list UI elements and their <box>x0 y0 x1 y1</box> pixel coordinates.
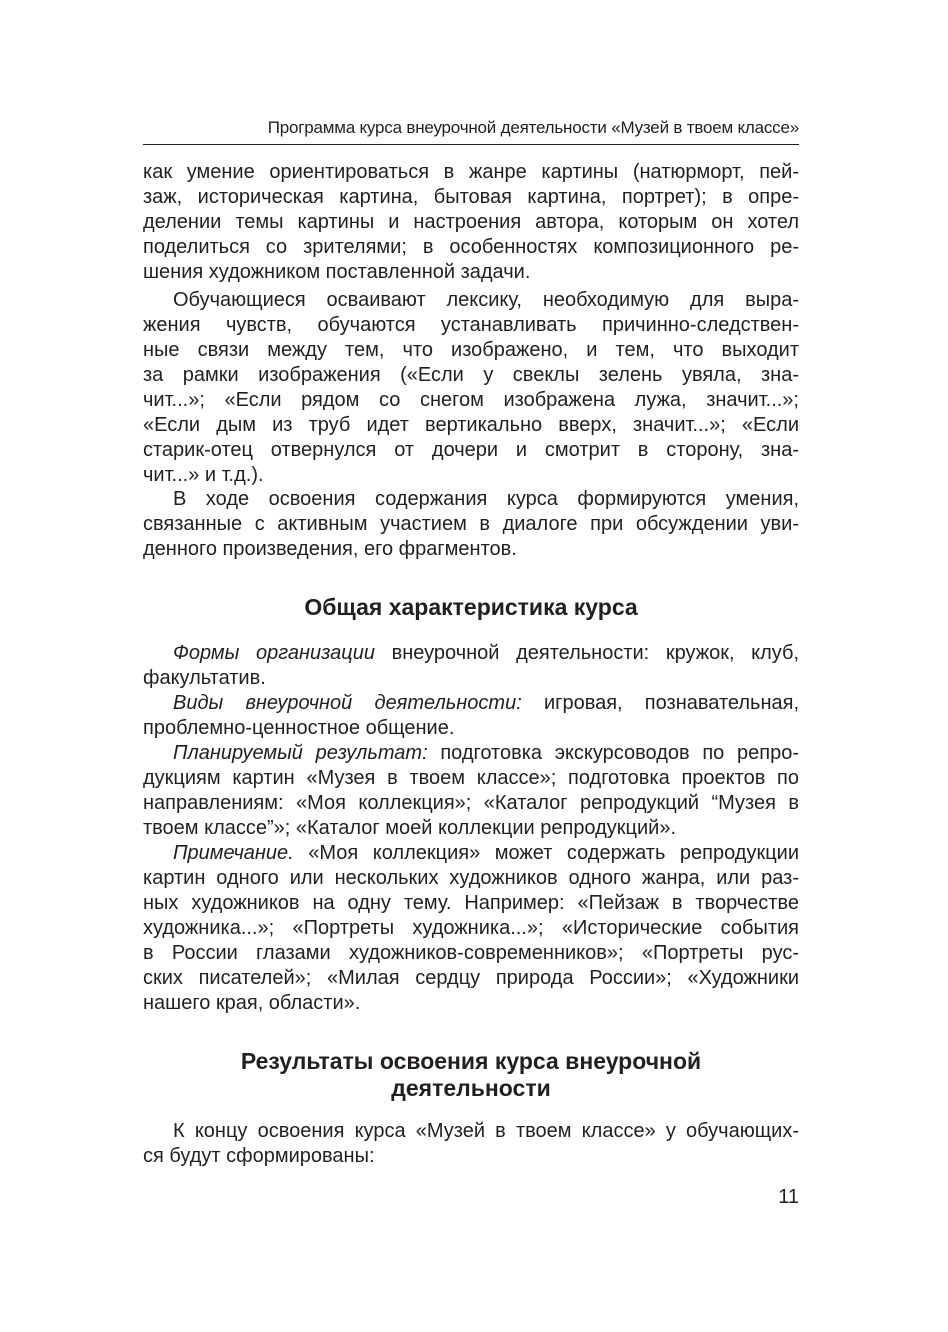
text-line: делении темы картины и настроения автора, которым он хотел <box>143 211 799 233</box>
section-heading-general: Общая характеристика курса <box>304 594 638 620</box>
text-line <box>143 741 799 766</box>
text-line: нашего края, области». <box>143 992 361 1014</box>
text-line: чит...» и т.д.). <box>143 464 264 486</box>
paragraph-forms <box>143 641 799 691</box>
section-heading-results <box>143 1048 799 1102</box>
paragraph-intro-1 <box>143 160 799 285</box>
text-line: чит...»; «Если рядом со снегом изображена лужа, значит...»; <box>143 389 799 411</box>
paragraph-results <box>143 1119 799 1169</box>
term-text: внеурочной деятельности: кружок, клуб, <box>374 642 799 664</box>
page-number: 11 <box>778 1186 799 1208</box>
paragraph-note <box>143 841 799 1016</box>
text-line: ских писателей»; «Милая сердцу природа России»; «Художники <box>143 967 799 989</box>
text-line: ные связи между тем, что изображено, и тем, что выходит <box>143 339 799 361</box>
text-line <box>143 841 799 866</box>
text-line: ных художников на одну тему. Например: «Пейзаж в творчестве <box>143 892 799 914</box>
text-line: заж, историческая картина, бытовая картина, портрет); в опре- <box>143 186 799 208</box>
term-text: подготовка экскурсоводов по репро- <box>427 742 799 764</box>
paragraph-result <box>143 741 799 841</box>
running-header: Программа курса внеурочной деятельности «Музей в твоем классе» <box>267 118 799 137</box>
text-line: жения чувств, обучаются устанавливать причинно-следствен- <box>143 314 799 336</box>
paragraph-kinds <box>143 691 799 741</box>
text-line: картин одного или нескольких художников одного жанра, или раз- <box>143 867 799 889</box>
text-line: твоем классе”»; «Каталог моей коллекции репродукций». <box>143 817 677 839</box>
paragraph-intro-3 <box>143 487 799 562</box>
text-line: как умение ориентироваться в жанре картины (натюрморт, пей- <box>143 161 799 183</box>
text-line: старик-отец отвернулся от дочери и смотрит в сторону, зна- <box>143 439 799 461</box>
text-line <box>143 691 799 716</box>
text-line: художника...»; «Портреты художника...»; «Исторические события <box>143 917 799 939</box>
term-label: Формы организации <box>173 642 375 664</box>
text-line: «Если дым из труб идет вертикально вверх, значит...»; «Если <box>143 414 799 436</box>
text-line: поделиться со зрителями; в особенностях композиционного ре- <box>143 236 799 258</box>
text-line <box>143 641 799 666</box>
text-line: В ходе освоения содержания курса формируются умения, <box>173 488 799 510</box>
text-line: факультатив. <box>143 667 266 689</box>
term-text: игровая, познавательная, <box>521 692 799 714</box>
text-line: связанные с активным участием в диалоге при обсуждении уви- <box>143 513 799 535</box>
term-label: Виды внеурочной деятельности: <box>173 692 522 714</box>
text-line: направлениям: «Моя коллекция»; «Каталог репродукций “Музея в <box>143 792 799 814</box>
text-line: за рамки изображения («Если у свеклы зелень увяла, зна- <box>143 364 799 386</box>
text-line: денного произведения, его фрагментов. <box>143 538 517 560</box>
heading-line: деятельности <box>391 1075 551 1101</box>
text-line: ся будут сформированы: <box>143 1145 375 1167</box>
text-line: Обучающиеся осваивают лексику, необходимую для выра- <box>173 289 799 311</box>
term-label: Примечание. <box>173 842 294 864</box>
text-line: в России глазами художников-современников»; «Портреты рус- <box>143 942 799 964</box>
text-line: К концу освоения курса «Музей в твоем классе» у обучающих- <box>173 1120 799 1142</box>
text-line: дукциям картин «Музея в твоем классе»; подготовка проектов по <box>143 767 799 789</box>
text-line: проблемно-ценностное общение. <box>143 717 455 739</box>
term-text: «Моя коллекция» может содержать репродукции <box>293 842 799 864</box>
text-line: шения художником поставленной задачи. <box>143 261 531 283</box>
header-rule <box>143 144 799 145</box>
term-label: Планируемый результат: <box>173 742 428 764</box>
heading-line: Результаты освоения курса внеурочной <box>240 1048 702 1074</box>
paragraph-intro-2 <box>143 288 799 488</box>
